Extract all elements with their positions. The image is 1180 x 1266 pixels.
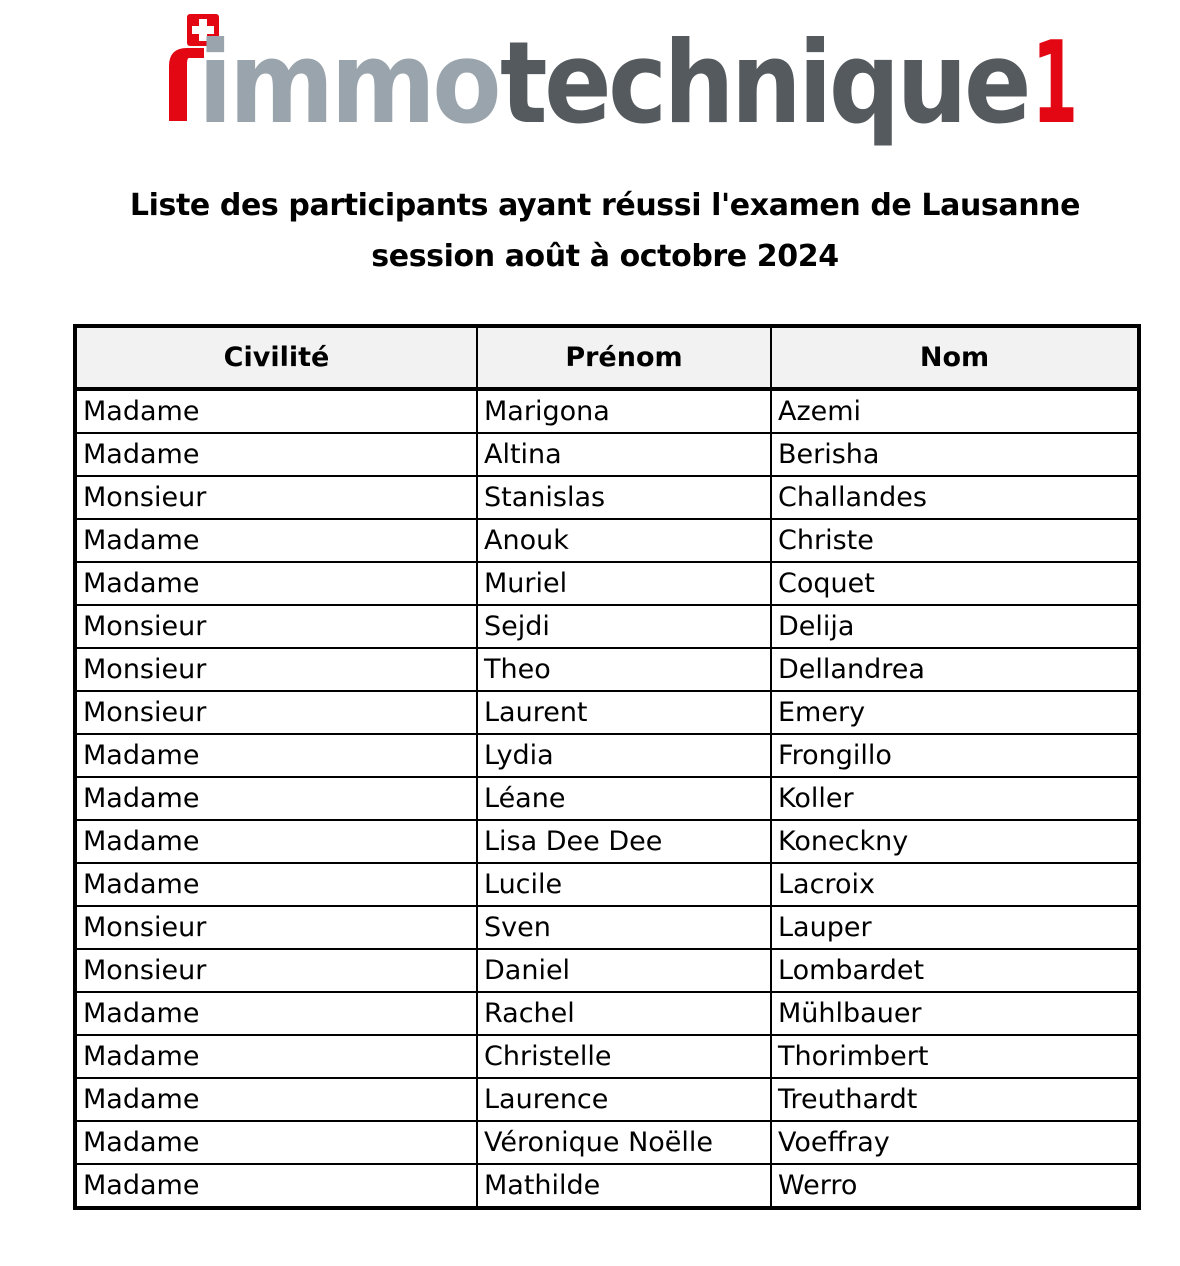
cell-nom: Azemi: [771, 389, 1139, 433]
cell-nom: Koneckny: [771, 820, 1139, 863]
header-row: [75, 326, 1139, 389]
document-title: [0, 180, 1180, 282]
table-row: [75, 519, 1139, 562]
cell-nom: Treuthardt: [771, 1078, 1139, 1121]
cell-prenom: Sven: [477, 906, 771, 949]
cell-prenom: Muriel: [477, 562, 771, 605]
table-body: [75, 389, 1139, 1208]
cell-prenom: Altina: [477, 433, 771, 476]
cell-civilite: Madame: [75, 992, 477, 1035]
cell-civilite: Madame: [75, 1121, 477, 1164]
table-row: [75, 949, 1139, 992]
table-row: [75, 734, 1139, 777]
table-row: [75, 992, 1139, 1035]
header-civilite: Civilité: [75, 326, 477, 389]
table-row: [75, 433, 1139, 476]
cell-civilite: Madame: [75, 1164, 477, 1208]
cell-nom: Koller: [771, 777, 1139, 820]
cell-civilite: Monsieur: [75, 605, 477, 648]
cell-civilite: Madame: [75, 562, 477, 605]
cell-nom: Berisha: [771, 433, 1139, 476]
cell-nom: Thorimbert: [771, 1035, 1139, 1078]
cell-civilite: Monsieur: [75, 949, 477, 992]
title-line-2: session août à octobre 2024: [371, 239, 839, 274]
header-nom: Nom: [771, 326, 1139, 389]
cell-prenom: Anouk: [477, 519, 771, 562]
cell-civilite: Monsieur: [75, 648, 477, 691]
cell-prenom: Laurent: [477, 691, 771, 734]
participants-table: [73, 324, 1141, 1210]
cell-civilite: Monsieur: [75, 691, 477, 734]
cell-nom: Christe: [771, 519, 1139, 562]
cell-prenom: Véronique Noëlle: [477, 1121, 771, 1164]
cell-civilite: Madame: [75, 519, 477, 562]
table-row: [75, 777, 1139, 820]
cell-prenom: Mathilde: [477, 1164, 771, 1208]
cell-prenom: Theo: [477, 648, 771, 691]
table-row: [75, 863, 1139, 906]
cell-nom: Delija: [771, 605, 1139, 648]
cell-prenom: Lydia: [477, 734, 771, 777]
cell-civilite: Madame: [75, 777, 477, 820]
cell-civilite: Monsieur: [75, 476, 477, 519]
cell-civilite: Madame: [75, 863, 477, 906]
cell-prenom: Marigona: [477, 389, 771, 433]
cell-civilite: Madame: [75, 820, 477, 863]
cell-nom: Mühlbauer: [771, 992, 1139, 1035]
brand-logo: [160, 8, 1090, 158]
cell-nom: Voeffray: [771, 1121, 1139, 1164]
table-row: [75, 389, 1139, 433]
cell-prenom: Lisa Dee Dee: [477, 820, 771, 863]
logo-text-technique: technique: [500, 17, 1028, 149]
cell-nom: Lauper: [771, 906, 1139, 949]
table-row: [75, 820, 1139, 863]
cell-prenom: Laurence: [477, 1078, 771, 1121]
cell-civilite: Monsieur: [75, 906, 477, 949]
cell-prenom: Rachel: [477, 992, 771, 1035]
cell-nom: Lacroix: [771, 863, 1139, 906]
table-row: [75, 562, 1139, 605]
cell-civilite: Madame: [75, 1078, 477, 1121]
logo-text-digit: 1: [1032, 17, 1078, 149]
cell-civilite: Madame: [75, 433, 477, 476]
table-row: [75, 1035, 1139, 1078]
cell-prenom: Léane: [477, 777, 771, 820]
cell-nom: Challandes: [771, 476, 1139, 519]
cell-nom: Lombardet: [771, 949, 1139, 992]
cell-nom: Dellandrea: [771, 648, 1139, 691]
cell-nom: Coquet: [771, 562, 1139, 605]
title-line-1: Liste des participants ayant réussi l'examen de Lausanne: [129, 188, 1081, 223]
cell-nom: Emery: [771, 691, 1139, 734]
cell-prenom: Sejdi: [477, 605, 771, 648]
cell-nom: Werro: [771, 1164, 1139, 1208]
table-row: [75, 1121, 1139, 1164]
cell-civilite: Madame: [75, 1035, 477, 1078]
table-row: [75, 691, 1139, 734]
table-row: [75, 906, 1139, 949]
cell-prenom: Stanislas: [477, 476, 771, 519]
table-row: [75, 476, 1139, 519]
table-row: [75, 605, 1139, 648]
header-prenom: Prénom: [477, 326, 771, 389]
logo-text-immo: immo: [198, 17, 498, 149]
table-row: [75, 1078, 1139, 1121]
cell-prenom: Christelle: [477, 1035, 771, 1078]
cell-nom: Frongillo: [771, 734, 1139, 777]
cell-civilite: Madame: [75, 734, 477, 777]
cell-civilite: Madame: [75, 389, 477, 433]
cell-prenom: Daniel: [477, 949, 771, 992]
cell-prenom: Lucile: [477, 863, 771, 906]
table-row: [75, 1164, 1139, 1208]
table-row: [75, 648, 1139, 691]
